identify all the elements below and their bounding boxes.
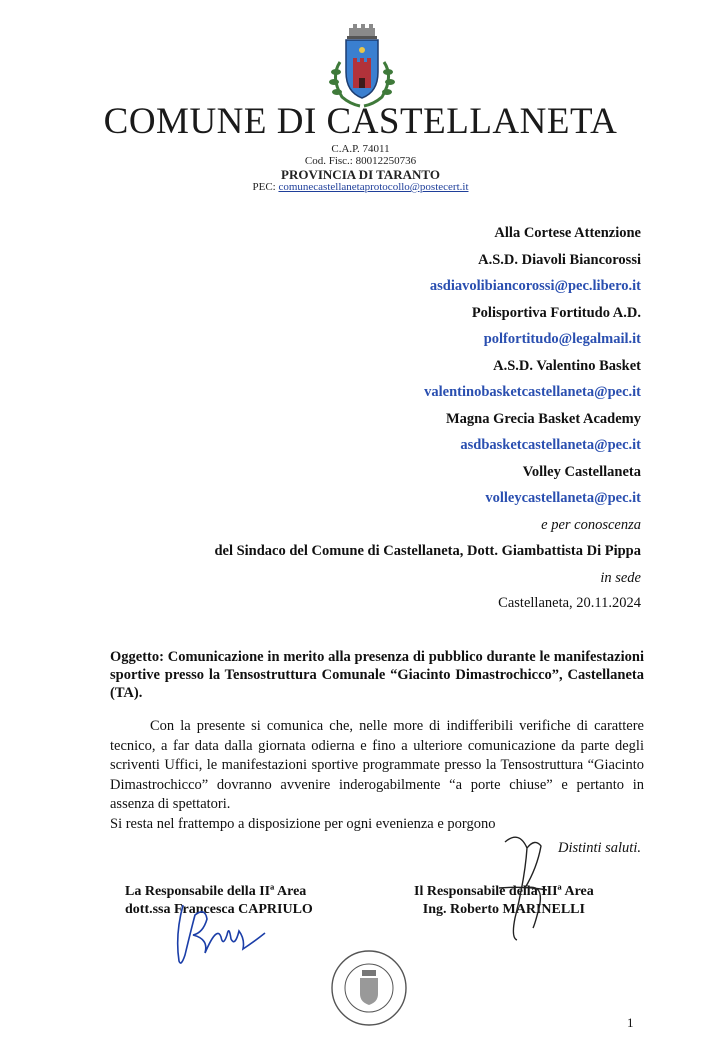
signatory-name: Ing. Roberto MARINELLI (422, 902, 585, 917)
municipality-title: COMUNE DI CASTELLANETA (103, 101, 618, 142)
pec-label: PEC: (252, 181, 279, 193)
body-paragraph: Si resta nel frattempo a disposizione per ogni evenienza e porgono (110, 815, 496, 832)
province-name: PROVINCIA DI TARANTO (281, 167, 440, 182)
left-handwritten-signature (165, 895, 275, 970)
body-paragraph: Con la presente si comunica che, nelle more di indifferibili verifiche di carattere tecnico, a far data dalla giornata odierna e fino a ulteriore comunicazione da parte degli scriventi Uffici, le manifestazioni sportive programmate presso la Tensostruttura “Giacinto Dimastrochicco” dovranno avvenire inderogabilmente “a porte chiuse” e pertanto in assenza di spettatori. (110, 718, 644, 812)
recipient-email[interactable]: volleycastellaneta@pec.it (485, 490, 641, 506)
recipient-name: Volley Castellaneta (522, 463, 641, 480)
letter-date: Castellaneta, 20.11.2024 (498, 595, 641, 611)
letter-body (110, 717, 644, 834)
pec-line (0, 181, 721, 193)
cc-label: e per conoscenza (541, 516, 641, 533)
signatory-name: dott.ssa Francesca CAPRIULO (125, 902, 313, 917)
pec-email-link[interactable]: comunecastellanetaprotocollo@postecert.it (278, 181, 469, 193)
recipient-name: Polisportiva Fortitudo A.D. (471, 304, 641, 321)
crown-icon (347, 24, 377, 39)
municipal-crest (320, 22, 404, 110)
recipient-email[interactable]: asdbasketcastellaneta@pec.it (460, 437, 641, 453)
recipient-name: Magna Grecia Basket Academy (445, 410, 641, 427)
postal-code: C.A.P. 74011 (331, 143, 390, 155)
recipient-email[interactable]: asdiavolibiancorossi@pec.libero.it (429, 278, 641, 294)
recipient-email[interactable]: valentinobasketcastellaneta@pec.it (424, 384, 641, 400)
closing-greeting: Distinti saluti. (558, 840, 641, 856)
attention-line: Alla Cortese Attenzione (494, 225, 641, 241)
recipient-name: A.S.D. Diavoli Biancorossi (478, 251, 641, 268)
page-number: 1 (627, 1015, 634, 1030)
in-sede-label: in sede (600, 569, 641, 586)
signatory-role: Il Responsabile della IIIª Area (414, 884, 594, 899)
mayor-line: del Sindaco del Comune di Castellaneta, Dott. Giambattista Di Pippa (214, 543, 641, 559)
recipient-email[interactable]: polfortitudo@legalmail.it (483, 331, 641, 347)
right-handwritten-signature (475, 828, 575, 948)
official-stamp (320, 948, 418, 1028)
recipient-name: A.S.D. Valentino Basket (493, 357, 641, 374)
signatory-role: La Responsabile della IIª Area (125, 884, 307, 899)
recipients-block (81, 220, 641, 591)
letter-subject: Oggetto: Comunicazione in merito alla presenza di pubblico durante le manifestazioni sportive presso la Tensostruttura Comunale “Giacinto Dimastrochicco”, Castellaneta (TA). (110, 649, 644, 701)
tax-code: Cod. Fisc.: 80012250736 (304, 155, 417, 167)
